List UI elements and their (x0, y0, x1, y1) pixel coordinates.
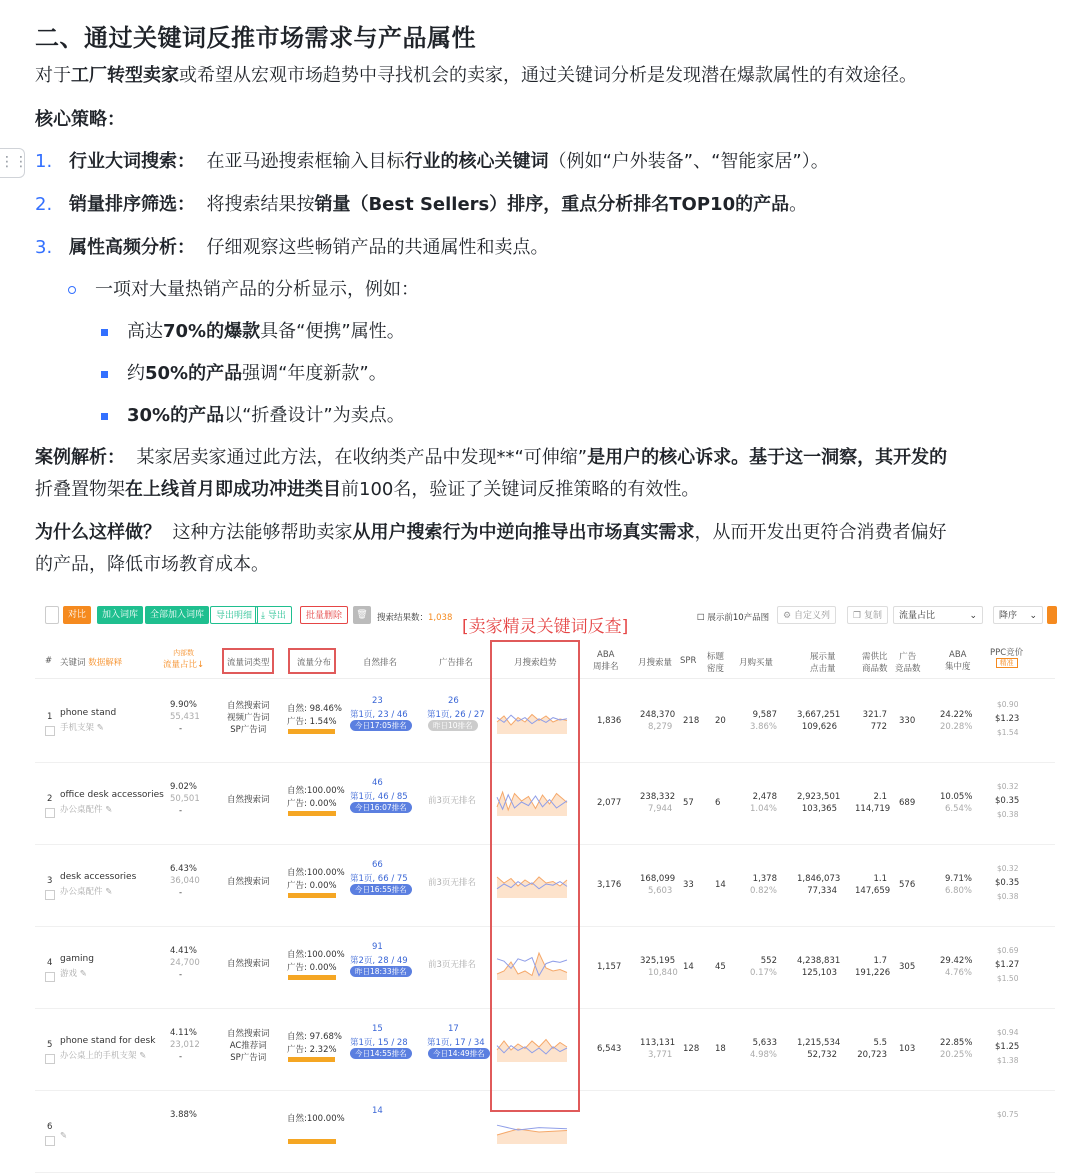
ad-rank-time: 今日14:49排名 (428, 1048, 490, 1059)
trend-area (497, 1129, 567, 1144)
row-checkbox[interactable] (45, 1136, 55, 1146)
header-ad-products: 广告 竞品数 (895, 652, 921, 674)
traffic-types (227, 700, 270, 736)
step-item-3: 3. 属性高频分析： 仔细观察这些畅销产品的共通属性和卖点。 (35, 237, 549, 258)
title-density: 18 (715, 1044, 726, 1054)
supply-demand-ratio: 1.1 (873, 874, 887, 884)
ppc-high: $1.54 (997, 728, 1019, 737)
download-icon: ⤓ (261, 611, 268, 621)
product-count: 147,659 (855, 886, 891, 896)
ad-products: 103 (899, 1044, 916, 1054)
sub-list-item: 一项对大量热销产品的分析显示，例如： (35, 274, 635, 306)
row-checkbox[interactable] (45, 1054, 55, 1064)
edit-icon[interactable]: ✎ (105, 805, 113, 815)
result-count: 搜索结果数：1,038 (377, 613, 453, 623)
ppc-mid: $0.35 (995, 796, 1020, 806)
daily-search: 10,840 (648, 968, 678, 978)
why-line2: 的产品，降低市场教育成本。 (35, 554, 269, 575)
batch-delete-button[interactable]: 批量删除 (300, 606, 348, 624)
case-analysis-line2: 折叠置物架在上线首月即成功冲进类目前100名，验证了关键词反推策略的有效性。 (35, 479, 700, 500)
title-density: 45 (715, 962, 726, 972)
chevron-down-icon: ⌄ (969, 611, 977, 621)
edit-icon[interactable]: ✎ (60, 1131, 68, 1141)
purchase-rate: 0.17% (749, 968, 777, 978)
traffic-distribution-bar (288, 729, 335, 734)
edit-icon[interactable]: ✎ (96, 723, 104, 733)
spr-value: 57 (683, 798, 694, 808)
natural-share: 自然:100.00% (287, 950, 345, 960)
ad-products: 305 (899, 962, 916, 972)
keyword-reverse-screenshot (35, 600, 1055, 1141)
natural-rank-time: 今日16:55排名 (350, 884, 412, 895)
header-aba: ABA 周排名 (593, 650, 619, 672)
traffic-types (227, 958, 270, 970)
bullet-item-3: 30%的产品以“折叠设计”为卖点。 (35, 400, 635, 432)
traffic-distribution-bar (288, 1057, 335, 1062)
row-index: 2 (47, 794, 53, 804)
header-title-density: 标题 密度 (707, 652, 725, 674)
traffic-distribution-bar (288, 893, 336, 898)
monthly-search: 248,370 (640, 710, 676, 720)
natural-rank: 46 (372, 778, 383, 788)
highlight-search-trend (490, 640, 580, 1112)
spr-value: 14 (683, 962, 694, 972)
header-supply-demand: 需供比 商品数 (862, 652, 888, 674)
spr-value: 128 (683, 1044, 700, 1054)
ppc-mid: $1.27 (995, 960, 1020, 970)
header-impressions: 展示量 点击量 (810, 652, 836, 674)
product-count: 191,226 (855, 968, 891, 978)
ad-share: 广告: 1.54% (287, 717, 337, 727)
keyword-translation: 办公桌配件 ✎ (60, 887, 113, 897)
product-count: 114,719 (855, 804, 891, 814)
chevron-down-icon: ⌄ (1029, 611, 1037, 621)
keyword-text[interactable]: gaming (60, 954, 94, 964)
ppc-high: $0.38 (997, 892, 1019, 901)
supply-demand-ratio: 2.1 (873, 792, 887, 802)
copy-icon: ❐ (853, 611, 864, 621)
traffic-share-count: 55,431 (170, 712, 200, 722)
spr-value: 218 (683, 716, 700, 726)
header-search-trend: 月搜索趋势 (514, 658, 557, 668)
traffic-type-label: 自然搜索词 (227, 877, 270, 887)
natural-rank-page: 第2页, 28 / 49 (350, 956, 408, 966)
ad-rank-page: 第1页, 26 / 27 (427, 710, 485, 720)
traffic-share-extra: - (179, 724, 183, 734)
ppc-mode-select[interactable]: 精准 (996, 658, 1018, 668)
header-traffic-type: 流量词类型 (227, 658, 270, 668)
drag-handle-icon[interactable]: ⋮⋮ (0, 148, 25, 178)
traffic-share: 9.90% (170, 700, 198, 710)
keyword-text[interactable]: desk accessories (60, 872, 137, 882)
traffic-distribution-bar (288, 1139, 336, 1144)
ad-products: 330 (899, 716, 916, 726)
traffic-share-extra: - (179, 888, 183, 898)
ppc-low: $0.75 (997, 1110, 1019, 1119)
traffic-type-label: 自然搜索词 (227, 1029, 270, 1039)
aba-concentration: 9.71% (944, 874, 972, 884)
monthly-search: 168,099 (640, 874, 676, 884)
highlight-traffic-dist (288, 648, 336, 674)
clicks: 125,103 (801, 968, 837, 978)
ad-products: 576 (899, 880, 916, 890)
sort-order-select[interactable]: 降序 ⌄ (993, 606, 1043, 624)
natural-share: 自然:100.00% (287, 868, 345, 878)
natural-rank-page: 第1页, 66 / 75 (350, 874, 408, 884)
impressions: 3,667,251 (797, 710, 841, 720)
traffic-types (227, 876, 270, 888)
sort-field-select[interactable]: 流量占比 ⌄ (893, 606, 983, 624)
copy-button[interactable]: ❐ 复制 (847, 606, 888, 624)
ad-rank: 前3页无排名 (428, 960, 476, 970)
monthly-purchase: 9,587 (752, 710, 777, 720)
ppc-high: $1.50 (997, 974, 1019, 983)
trash-icon[interactable]: 🗑 (353, 606, 371, 624)
traffic-type-label: SP广告词 (230, 725, 267, 735)
natural-rank: 23 (372, 696, 383, 706)
ppc-high: $1.38 (997, 1056, 1019, 1065)
intro-paragraph: 对于工厂转型卖家或希望从宏观市场趋势中寻找机会的卖家，通过关键词分析是发现潜在爆款属性的有效途径。 (35, 65, 917, 86)
natural-rank-time: 昨日18:33排名 (350, 966, 412, 977)
header-natural-rank: 自然排名 (363, 658, 398, 668)
core-strategy-label: 核心策略： (35, 109, 125, 130)
monthly-purchase: 5,633 (752, 1038, 777, 1048)
add-all-button[interactable]: 全部加入词库 (145, 606, 209, 624)
screenshot-caption: [卖家精灵关键词反查] (462, 617, 629, 637)
aba-rank: 3,176 (597, 880, 622, 890)
header-monthly-purchase: 月购买量 (739, 658, 774, 668)
traffic-type-label: 视频广告词 (227, 713, 270, 723)
edit-icon[interactable]: ✎ (139, 1051, 147, 1061)
purchase-rate: 4.98% (749, 1050, 777, 1060)
natural-rank-page: 第1页, 46 / 85 (350, 792, 408, 802)
purchase-rate: 3.86% (749, 722, 777, 732)
impressions: 2,923,501 (797, 792, 841, 802)
title-density: 20 (715, 716, 726, 726)
ad-rank-time: 昨日10排名 (428, 720, 478, 731)
natural-rank-time: 今日14:55排名 (350, 1048, 412, 1059)
natural-rank-time: 今日16:07排名 (350, 802, 412, 813)
purchase-rate: 1.04% (749, 804, 777, 814)
impressions: 4,238,831 (797, 956, 841, 966)
ad-products: 689 (899, 798, 916, 808)
ppc-high: $0.38 (997, 810, 1019, 819)
row-index: 4 (47, 958, 53, 968)
row-checkbox[interactable] (45, 808, 55, 818)
aba-concentration-2: 6.80% (944, 886, 972, 896)
natural-rank-time: 今日17:05排名 (350, 720, 412, 731)
traffic-share: 3.88% (170, 1110, 198, 1120)
aba-concentration: 10.05% (940, 792, 973, 802)
title-density: 6 (715, 798, 721, 808)
daily-search: 3,771 (648, 1050, 673, 1060)
traffic-share: 9.02% (170, 782, 198, 792)
trend-line-orange (497, 1129, 567, 1135)
row-index: 3 (47, 876, 53, 886)
ad-rank-page: 第1页, 17 / 34 (427, 1038, 485, 1048)
product-count: 772 (870, 722, 887, 732)
traffic-type-label: AC推荐词 (229, 1041, 267, 1051)
traffic-distribution-bar (288, 975, 336, 980)
traffic-share: 6.43% (170, 864, 198, 874)
aba-rank: 2,077 (597, 798, 622, 808)
header-spr: SPR (680, 656, 697, 666)
keyword-translation: 手机支架 ✎ (60, 723, 104, 733)
select-all-checkbox[interactable] (45, 606, 59, 624)
row-index: 6 (47, 1122, 53, 1132)
highlight-traffic-type (222, 648, 274, 674)
keyword-translation (60, 1131, 67, 1141)
aba-rank: 6,543 (597, 1044, 622, 1054)
header-monthly-search: 月搜索量 (638, 658, 673, 668)
export-detail-button[interactable]: 导出明细 (210, 606, 258, 624)
header-ad-rank: 广告排名 (439, 658, 474, 668)
traffic-type-label: SP广告词 (230, 1053, 267, 1063)
aba-rank: 1,836 (597, 716, 622, 726)
monthly-purchase: 1,378 (752, 874, 777, 884)
ad-share: 广告: 0.00% (287, 881, 337, 891)
ppc-mid: $0.35 (995, 878, 1020, 888)
bullet-item-2: 约50%的产品强调“年度新款”。 (35, 358, 635, 390)
impressions: 1,846,073 (797, 874, 841, 884)
ppc-low: $0.32 (997, 864, 1019, 873)
keyword-text[interactable]: phone stand (60, 708, 117, 718)
keyword-text[interactable]: phone stand for desk (60, 1036, 156, 1046)
gear-icon: ⚙ (783, 611, 794, 621)
header-index: # (45, 656, 53, 666)
step-item-1: 1. 行业大词搜索： 在亚马逊搜索框输入目标行业的核心关键词（例如“户外装备”、“智能家居”）。 (35, 151, 829, 172)
ad-rank: 26 (448, 696, 459, 706)
case-analysis-line1: 案例解析： 某家居卖家通过此方法，在收纳类产品中发现**“可伸缩”是用户的核心诉求。基于这一洞察，其开发的 (35, 447, 948, 468)
clicks: 77,334 (807, 886, 837, 896)
spr-value: 33 (683, 880, 694, 890)
keyword-translation: 游戏 ✎ (60, 969, 87, 979)
keyword-text[interactable]: office desk accessories (60, 790, 164, 800)
aba-concentration-2: 20.25% (940, 1050, 973, 1060)
natural-rank: 15 (372, 1024, 383, 1034)
screenshot-toolbar (35, 600, 1055, 636)
ad-share: 广告: 0.00% (287, 963, 337, 973)
custom-columns-button[interactable]: ⚙ 自定义列 (777, 606, 836, 624)
header-aba-concentration: ABA 集中度 (945, 650, 971, 672)
natural-share: 自然: 97.68% (287, 1032, 342, 1042)
product-count: 20,723 (857, 1050, 887, 1060)
daily-search: 7,944 (648, 804, 673, 814)
traffic-type-label: 自然搜索词 (227, 795, 270, 805)
header-ppc: PPC竞价 精准 (990, 648, 1024, 667)
ppc-low: $0.69 (997, 946, 1019, 955)
daily-search: 5,603 (648, 886, 673, 896)
natural-rank-page: 第1页, 23 / 46 (350, 710, 408, 720)
bullet-item-1: 高达70%的爆款具备“便携”属性。 (35, 316, 635, 348)
aba-concentration: 29.42% (940, 956, 973, 966)
traffic-share-count: 24,700 (170, 958, 200, 968)
traffic-share-extra: - (179, 1052, 183, 1062)
keyword-translation: 办公桌上的手机支架 ✎ (60, 1051, 147, 1061)
trend-line-blue (497, 1125, 567, 1130)
compare-button[interactable]: 对比 (63, 606, 91, 624)
ad-rank: 前3页无排名 (428, 796, 476, 806)
ad-share: 广告: 2.32% (287, 1045, 337, 1055)
section-heading: 二、通过关键词反推市场需求与产品属性 (35, 24, 476, 52)
header-keyword: 关键词 数据解释 (60, 658, 123, 668)
row-checkbox[interactable] (45, 890, 55, 900)
aba-concentration-2: 20.28% (940, 722, 973, 732)
square-bullet-icon (101, 329, 108, 336)
keyword-translation: 办公桌配件 ✎ (60, 805, 113, 815)
supply-demand-ratio: 321.7 (862, 710, 887, 720)
traffic-distribution-bar (288, 811, 336, 816)
traffic-share: 4.11% (170, 1028, 198, 1038)
natural-share: 自然:100.00% (287, 786, 345, 796)
why-line1: 为什么这样做？ 这种方法能够帮助卖家从用户搜索行为中逆向推导出市场真实需求，从而开发出更符合消费者偏好 (35, 522, 947, 543)
row-index: 1 (47, 712, 53, 722)
export-button[interactable]: ⤓ 导出 (255, 606, 292, 624)
traffic-types (227, 794, 270, 806)
monthly-search: 325,195 (640, 956, 676, 966)
ad-rank: 17 (448, 1024, 459, 1034)
ppc-low: $0.94 (997, 1028, 1019, 1037)
search-button-edge[interactable] (1047, 606, 1057, 624)
natural-rank: 91 (372, 942, 383, 952)
traffic-type-label: 自然搜索词 (227, 959, 270, 969)
title-density: 14 (715, 880, 726, 890)
clicks: 52,732 (807, 1050, 837, 1060)
natural-share: 自然:100.00% (287, 1114, 345, 1124)
ppc-low: $0.32 (997, 782, 1019, 791)
daily-search: 8,279 (648, 722, 673, 732)
traffic-share-extra: - (179, 806, 183, 816)
aba-concentration-2: 6.54% (944, 804, 972, 814)
ad-share: 广告: 0.00% (287, 799, 337, 809)
traffic-share-count: 36,040 (170, 876, 200, 886)
purchase-rate: 0.82% (749, 886, 777, 896)
edit-icon[interactable]: ✎ (105, 887, 113, 897)
traffic-types (227, 1028, 270, 1064)
square-bullet-icon (101, 371, 108, 378)
traffic-share: 4.41% (170, 946, 198, 956)
monthly-search: 238,332 (640, 792, 676, 802)
natural-rank-page: 第1页, 15 / 28 (350, 1038, 408, 1048)
ad-rank: 前3页无排名 (428, 878, 476, 888)
row-checkbox[interactable] (45, 972, 55, 982)
aba-rank: 1,157 (597, 962, 622, 972)
traffic-share-count: 23,012 (170, 1040, 200, 1050)
aba-concentration-2: 4.76% (944, 968, 972, 978)
aba-concentration: 22.85% (940, 1038, 973, 1048)
ppc-mid: $1.25 (995, 1042, 1020, 1052)
ppc-mid: $1.23 (995, 714, 1020, 724)
monthly-search: 113,131 (640, 1038, 676, 1048)
impressions: 1,215,534 (797, 1038, 841, 1048)
natural-share: 自然: 98.46% (287, 704, 342, 714)
add-to-list-button[interactable]: 加入词库 (97, 606, 143, 624)
traffic-share-count: 50,501 (170, 794, 200, 804)
header-share[interactable]: 内部数 流量占比↓ (163, 649, 205, 670)
header-traffic-dist: 流量分布 (297, 658, 332, 668)
monthly-purchase: 552 (760, 956, 777, 966)
circle-bullet-icon (68, 286, 76, 294)
square-bullet-icon (101, 413, 108, 420)
supply-demand-ratio: 5.5 (873, 1038, 887, 1048)
traffic-type-label: 自然搜索词 (227, 701, 270, 711)
step-item-2: 2. 销量排序筛选： 将搜索结果按销量（Best Sellers）排序，重点分析排名TOP10的产品。 (35, 194, 808, 215)
show-top10-toggle[interactable]: ☐ 展示前10产品图 (697, 613, 770, 623)
edit-icon[interactable]: ✎ (79, 969, 87, 979)
clicks: 103,365 (801, 804, 837, 814)
clicks: 109,626 (801, 722, 837, 732)
row-checkbox[interactable] (45, 726, 55, 736)
natural-rank: 66 (372, 860, 383, 870)
row-index: 5 (47, 1040, 53, 1050)
natural-rank: 14 (372, 1106, 383, 1116)
supply-demand-ratio: 1.7 (873, 956, 887, 966)
monthly-purchase: 2,478 (752, 792, 777, 802)
traffic-share-extra: - (179, 970, 183, 980)
aba-concentration: 24.22% (940, 710, 973, 720)
ppc-low: $0.90 (997, 700, 1019, 709)
